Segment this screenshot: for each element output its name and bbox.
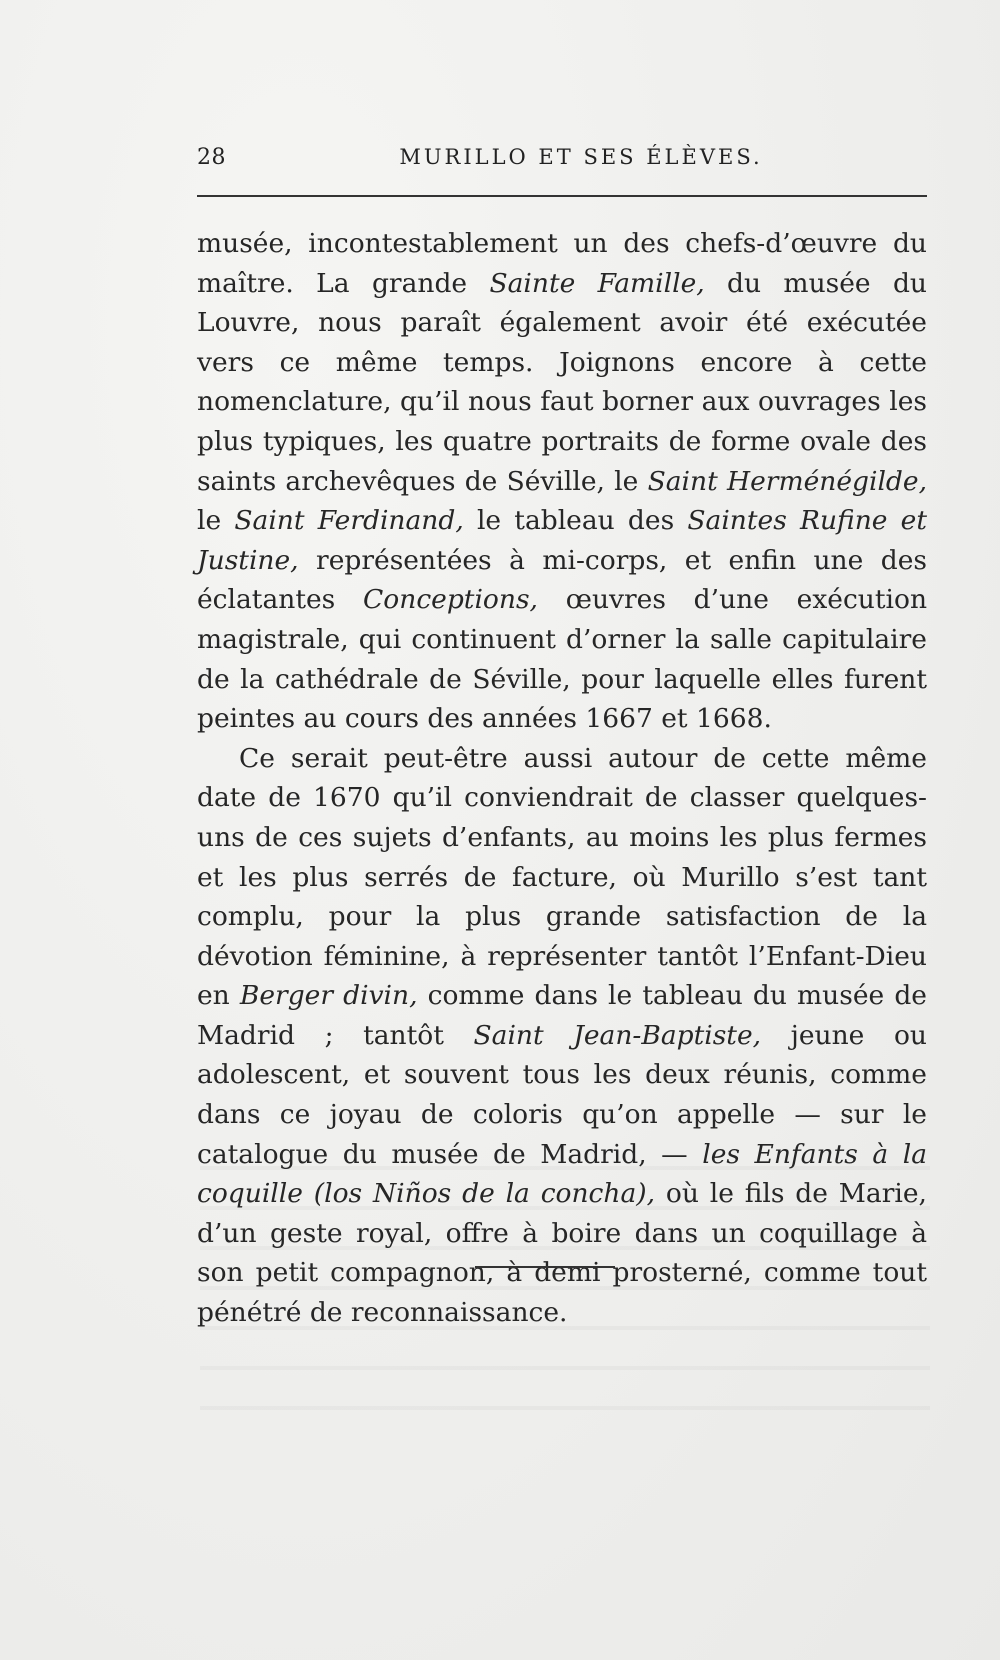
text-run: œuvres d’une exécution magistrale, qui continuent d’orner la salle capitulaire de la cathédrale de Séville, pour laquelle elles furent peintes au cours des années 1667 et 1668. [197,584,928,735]
italic-title: Saint Ferdinand, [234,505,464,537]
text-run: représentées à mi-corps, et enfin une des éclatantes [197,544,927,616]
header-rule [197,195,927,197]
paragraph-2 [197,739,927,1333]
page-number: 28 [197,145,226,170]
body-text [197,224,927,1333]
text-run: musée, incontestablement un des chefs-d’œuvre du maître. La grande [197,228,927,299]
running-head [197,145,925,179]
text-run: du musée du Louvre, nous paraît également avoir été exécutée vers ce même temps. Joignons encore à cette nomenclature, qu’il nous faut borner aux ouvrages les plus typiques, les quatre portraits de forme ovale des saints archevêques de Séville, le [197,267,927,497]
paragraph-1 [197,224,927,739]
italic-title: Conceptions, [363,584,538,616]
italic-title: les Enfants à la coquille (los Niños de la concha), [197,1138,927,1210]
text-run: jeune ou adolescent, et souvent tous les deux réunis, comme dans ce joyau de coloris qu’on appelle — sur le catalogue du musée de Madrid, — [197,1019,927,1170]
closing-rule [475,1266,615,1268]
italic-title: Saint Herménégilde, [647,465,927,497]
text-run: le [197,505,235,537]
running-title: MURILLO ET SES ÉLÈVES. [399,145,763,169]
text-run: où le fils de Marie, d’un geste royal, offre à boire dans un coquillage à son petit compagnon, à demi prosterné, comme tout pénétré de reconnaissance. [197,1178,927,1329]
text-run: comme dans le tableau du musée de Madrid ; tantôt [197,980,927,1051]
italic-title: Berger divin, [239,980,418,1012]
text-run: le tableau des [463,505,688,537]
italic-title: Sainte Famille, [489,267,705,299]
italic-title: Saint Jean-Baptiste, [473,1019,762,1051]
text-run: Ce serait peut-être aussi autour de cette même date de 1670 qu’il conviendrait de classer quelques-uns de ces sujets d’enfants, au moins les plus fermes et les plus serrés de facture, où Murillo s’est tant complu, pour la plus grande satisfaction de la dévotion féminine, à représenter tantôt l’Enfant-Dieu en [197,742,927,1012]
italic-title: Saintes Rufine et Justine, [197,505,927,576]
